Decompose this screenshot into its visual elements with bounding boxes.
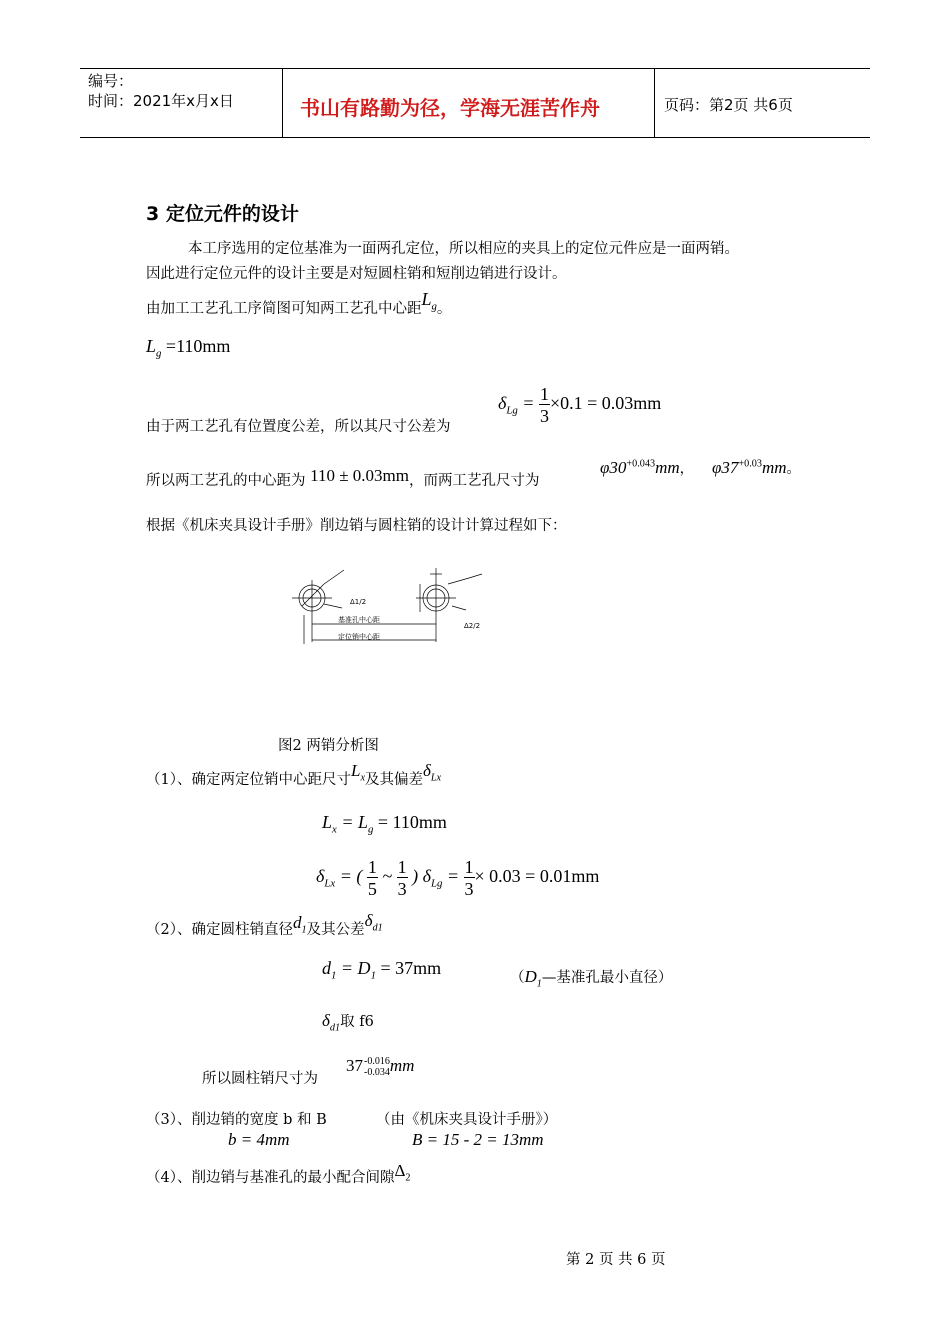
clearance-label-2: Δ2/2: [464, 622, 481, 630]
equation-lx-value: = 110mm: [377, 812, 447, 832]
unit: mm: [389, 1056, 415, 1075]
unit: mm: [655, 458, 680, 477]
unit: mm: [761, 458, 787, 477]
tolerance-d1: $\delta_{d1}$取 f6: [322, 1011, 374, 1034]
header-motto: 书山有路勤为径，学海无涯苦作舟: [300, 96, 600, 120]
step-2-text: （2）、确定圆柱销直径: [146, 922, 293, 938]
paragraph-text: 所以两工艺孔的中心距为: [146, 473, 306, 489]
clearance-label-1: Δ1/2: [350, 598, 367, 606]
equation-B: B = 15 - 2 = 13mm: [412, 1130, 544, 1149]
pin-size-tol-down: -0.034: [364, 1067, 390, 1079]
equation-lg: $L_g =110mm$: [146, 336, 231, 360]
paragraph-line: [146, 466, 540, 490]
equation-delta-lx-value: × 0.03 = 0.01mm: [474, 866, 600, 887]
step-4-text: （4）、削边销与基准孔的最小配合间隙: [146, 1170, 395, 1186]
paragraph-line: 因此进行定位元件的设计主要是对短圆柱销和短削边销进行设计。: [146, 266, 567, 282]
hole-size-2-base: φ37: [712, 458, 739, 477]
hole-size-2-tol: +0.03: [738, 458, 762, 470]
equation-delta-lg: $\delta_{Lg}$ = $\frac{1}{3}$ ×0.1 = 0.03mm: [498, 384, 662, 426]
section-title: 3 定位元件的设计: [146, 203, 299, 225]
header-divider: [282, 69, 283, 137]
dimension-label-pin: 定位销中心距: [338, 633, 380, 641]
step-4: （4）、削边销与基准孔的最小配合间隙$\Delta_2$: [146, 1161, 411, 1186]
paragraph-line: 本工序选用的定位基准为一面两孔定位，所以相应的夹具上的定位元件应是一面两销。: [188, 241, 739, 257]
center-distance-value: 110 ± 0.03mm: [310, 466, 410, 485]
equation-d1: $d_1 = D_1 = 37mm$: [322, 958, 442, 982]
tolerance-d1-text: 取 f6: [340, 1014, 374, 1030]
page-footer: 第 2 页 共 6 页: [566, 1252, 666, 1268]
paragraph-line: 由于两工艺孔有位置度公差，所以其尺寸公差为: [146, 419, 451, 435]
step-1: （1）、确定两定位销中心距尺寸$L_x$及其偏差$\delta_{Lx}$: [146, 761, 442, 788]
step-2: （2）、确定圆柱销直径$d_1$及其公差$\delta_{d1}$: [146, 911, 383, 938]
step-3: （3）、削边销的宽度 b 和 B: [146, 1112, 327, 1128]
paragraph-text: 由加工工艺孔工序简图可知两工艺孔中心距: [146, 301, 422, 317]
paragraph-line: 由加工工艺孔工序简图可知两工艺孔中心距$L_g$。: [146, 289, 452, 317]
hole-size-1: $\varphi 30^{+0.043}mm$，: [600, 458, 694, 477]
note-d1: （$D_1—$基准孔最小直径）: [510, 967, 673, 990]
note-d1-text: —基准孔最小直径）: [541, 970, 673, 986]
dimension-label-base: 基准孔中心距: [338, 616, 380, 624]
step-1-mid: 及其偏差: [364, 772, 423, 788]
two-pin-diagram: [284, 560, 514, 650]
equation-delta-lg-value: ×0.1 = 0.03mm: [549, 393, 662, 414]
pin-size-text: 所以圆柱销尺寸为: [202, 1071, 318, 1087]
hole-size-1-base: φ30: [600, 458, 627, 477]
equation-delta-lx: $\delta_{Lx}$ = ( $\frac{1}{5}$ ~ $\frac{1}{3}$ ) $\delta_{Lg}$ = $\frac{1}{3}$ × 0.03 = 0.01mm: [316, 857, 600, 899]
paragraph-text: ，而两工艺孔尺寸为: [409, 473, 540, 489]
hole-size-2: [712, 458, 801, 478]
hole-size-1-tol: +0.043: [626, 458, 656, 470]
paragraph-end: 。: [786, 462, 801, 477]
pin-size-tol-up: -0.016: [364, 1056, 390, 1068]
paragraph-end: 。: [436, 301, 452, 317]
equation-b: b = 4mm: [228, 1130, 290, 1149]
step-3-source: （由《机床夹具设计手册》）: [376, 1112, 558, 1128]
equation-d1-value: = 37mm: [380, 958, 442, 978]
step-1-text: （1）、确定两定位销中心距尺寸: [146, 772, 351, 788]
paragraph-line: 根据《机床夹具设计手册》削边销与圆柱销的设计计算过程如下：: [146, 518, 567, 534]
header-code: 编号：: [88, 72, 134, 90]
header-divider: [654, 69, 655, 137]
pin-size-line: [202, 1067, 318, 1088]
equation-lx: $L_x = L_g = 110mm$: [322, 812, 447, 836]
figure-caption: 图2 两销分析图: [278, 738, 379, 754]
pin-size-base: 37: [346, 1056, 363, 1075]
header-time: 时间：2021年x月x日: [88, 92, 234, 110]
header-page: 页码：第2页 共6页: [664, 96, 793, 114]
pin-size-value: [346, 1056, 414, 1078]
equation-lg-value: =110mm: [165, 336, 231, 356]
step-2-mid: 及其公差: [306, 922, 365, 938]
